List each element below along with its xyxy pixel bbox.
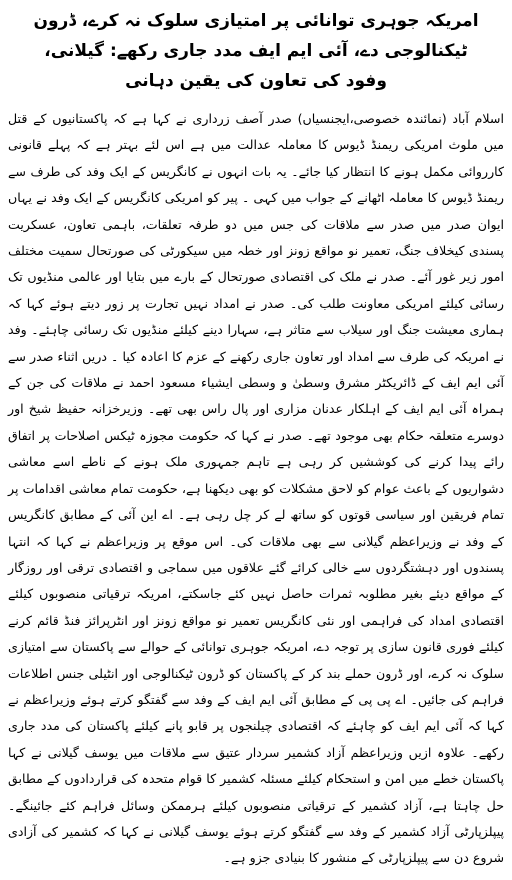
headline-line-2: وفود کی تعاون کی یقین دہانی: [125, 71, 387, 91]
headline-line-1: امریکہ جوہری توانائی پر امتیازی سلوک نہ کرے، ڈرون ٹیکنالوجی دے، آئی ایم ایف مدد جاری رکھے: گیلانی،: [33, 11, 479, 61]
article-headline: [8, 6, 504, 100]
article-body: اسلام آباد (نمائندہ خصوصی،ایجنسیاں) صدر آصف زرداری نے کہا ہے کہ پاکستانیوں کے قتل میں ملوث امریکی ریمنڈ ڈیوس کا معاملہ عدالت میں ہے اس لئے بہتر ہے کہ پہلے قانونی کارروائی مکمل ہونے کا انتظار کیا جائے۔ یہ بات انہوں نے کانگریس کے ایک وفد کی طرف سے ریمنڈ ڈیوس کا معاملہ اٹھانے کے جواب میں کہی ۔ پیر کو امریکی کانگریس کے ایک وفد نے یہاں ایوان صدر میں صدر سے ملاقات کی جس میں دو طرفہ تعلقات، باہمی تعاون، عسکریت پسندی کیخلاف جنگ، تعمیر نو مواقع زونز اور خطہ میں سیکورٹی کی صورتحال سمیت مختلف امور زیر غور آئے۔ صدر نے ملک کی اقتصادی صورتحال کے بارے میں بتایا اور عالمی منڈیوں تک رسائی کیلئے امریکی معاونت طلب کی۔ صدر نے امداد نہیں تجارت پر زور دیتے ہوئے کہا کہ ہماری معیشت جنگ اور سیلاب سے متاثر ہے، سہارا دینے کیلئے منڈیوں تک رسائی چاہئے۔ وفد نے امریکہ کی طرف سے امداد اور تعاون جاری رکھنے کے عزم کا اعادہ کیا ۔ دریں اثناء صدر سے آئی ایم ایف کے ڈائریکٹر مشرق وسطیٰ و وسطی ایشیاء مسعود احمد نے ملاقات کی جن کے ہمراہ آئی ایم ایف کے اہلکار عدنان مزاری اور پال راس بھی تھے۔ وزیرخزانہ حفیظ شیخ اور دوسرے متعلقہ حکام بھی موجود تھے۔ صدر نے کہا کہ حکومت مجوزہ ٹیکس اصلاحات پر اتفاق رائے پیدا کرنے کی کوششیں کر رہی ہے تاہم جمہوری ملک ہونے کے ناطے اسے معاشی دشواریوں کے باعث عوام کو لاحق مشکلات کو بھی دیکھنا ہے، حکومت تمام معاشی اقدامات پر تمام فریقین اور سیاسی قوتوں کو ساتھ لے کر چل رہی ہے۔ اے این آئی کے مطابق کانگریس کے وفد نے وزیراعظم گیلانی سے بھی ملاقات کی۔ اس موقع پر وزیراعظم نے کہا کہ انتہا پسندوں اور دہشتگردوں سے خالی کرائے گئے علاقوں میں سماجی و اقتصادی ترقی اور روزگار کے مواقع دیئے بغیر مطلوبہ ثمرات حاصل نہیں کئے جاسکتے، امریکہ ترقیاتی منصوبوں کیلئے اقتصادی امداد کی فراہمی اور نئی کانگریس تعمیر نو مواقع زونز اور انٹرپرائز فنڈ قائم کرنے کیلئے فوری قانون سازی پر توجہ دے، امریکہ جوہری توانائی کے حوالے سے پاکستان سے امتیازی سلوک نہ کرے، اور ڈرون حملے بند کر کے پاکستان کو ڈرون ٹیکنالوجی اور انٹیلی جنس اطلاعات فراہم کی جائیں۔ اے پی پی کے مطابق آئی ایم ایف کے وفد سے گفتگو کرتے ہوئے وزیراعظم نے کہا کہ آئی ایم ایف کو چاہئے کہ اقتصادی چیلنجوں پر قابو پانے کیلئے پاکستان کی مدد جاری رکھے۔ علاوہ ازیں وزیراعظم آزاد کشمیر سردار عتیق سے ملاقات میں یوسف گیلانی نے کہا پاکستان خطے میں امن و استحکام کیلئے مسئلہ کشمیر کا قوام متحدہ کی قراردادوں کے مطابق حل چاہتا ہے، آزاد کشمیر کے ترقیاتی منصوبوں کیلئے ہرممکن وسائل فراہم کئے جائینگے۔ پیپلزپارٹی آزاد کشمیر کے وفد سے گفتگو کرتے ہوئے یوسف گیلانی نے کہا کہ کشمیر کی آزادی شروع دن سے پیپلزپارٹی کے منشور کا بنیادی جزو ہے۔: [8, 111, 504, 866]
